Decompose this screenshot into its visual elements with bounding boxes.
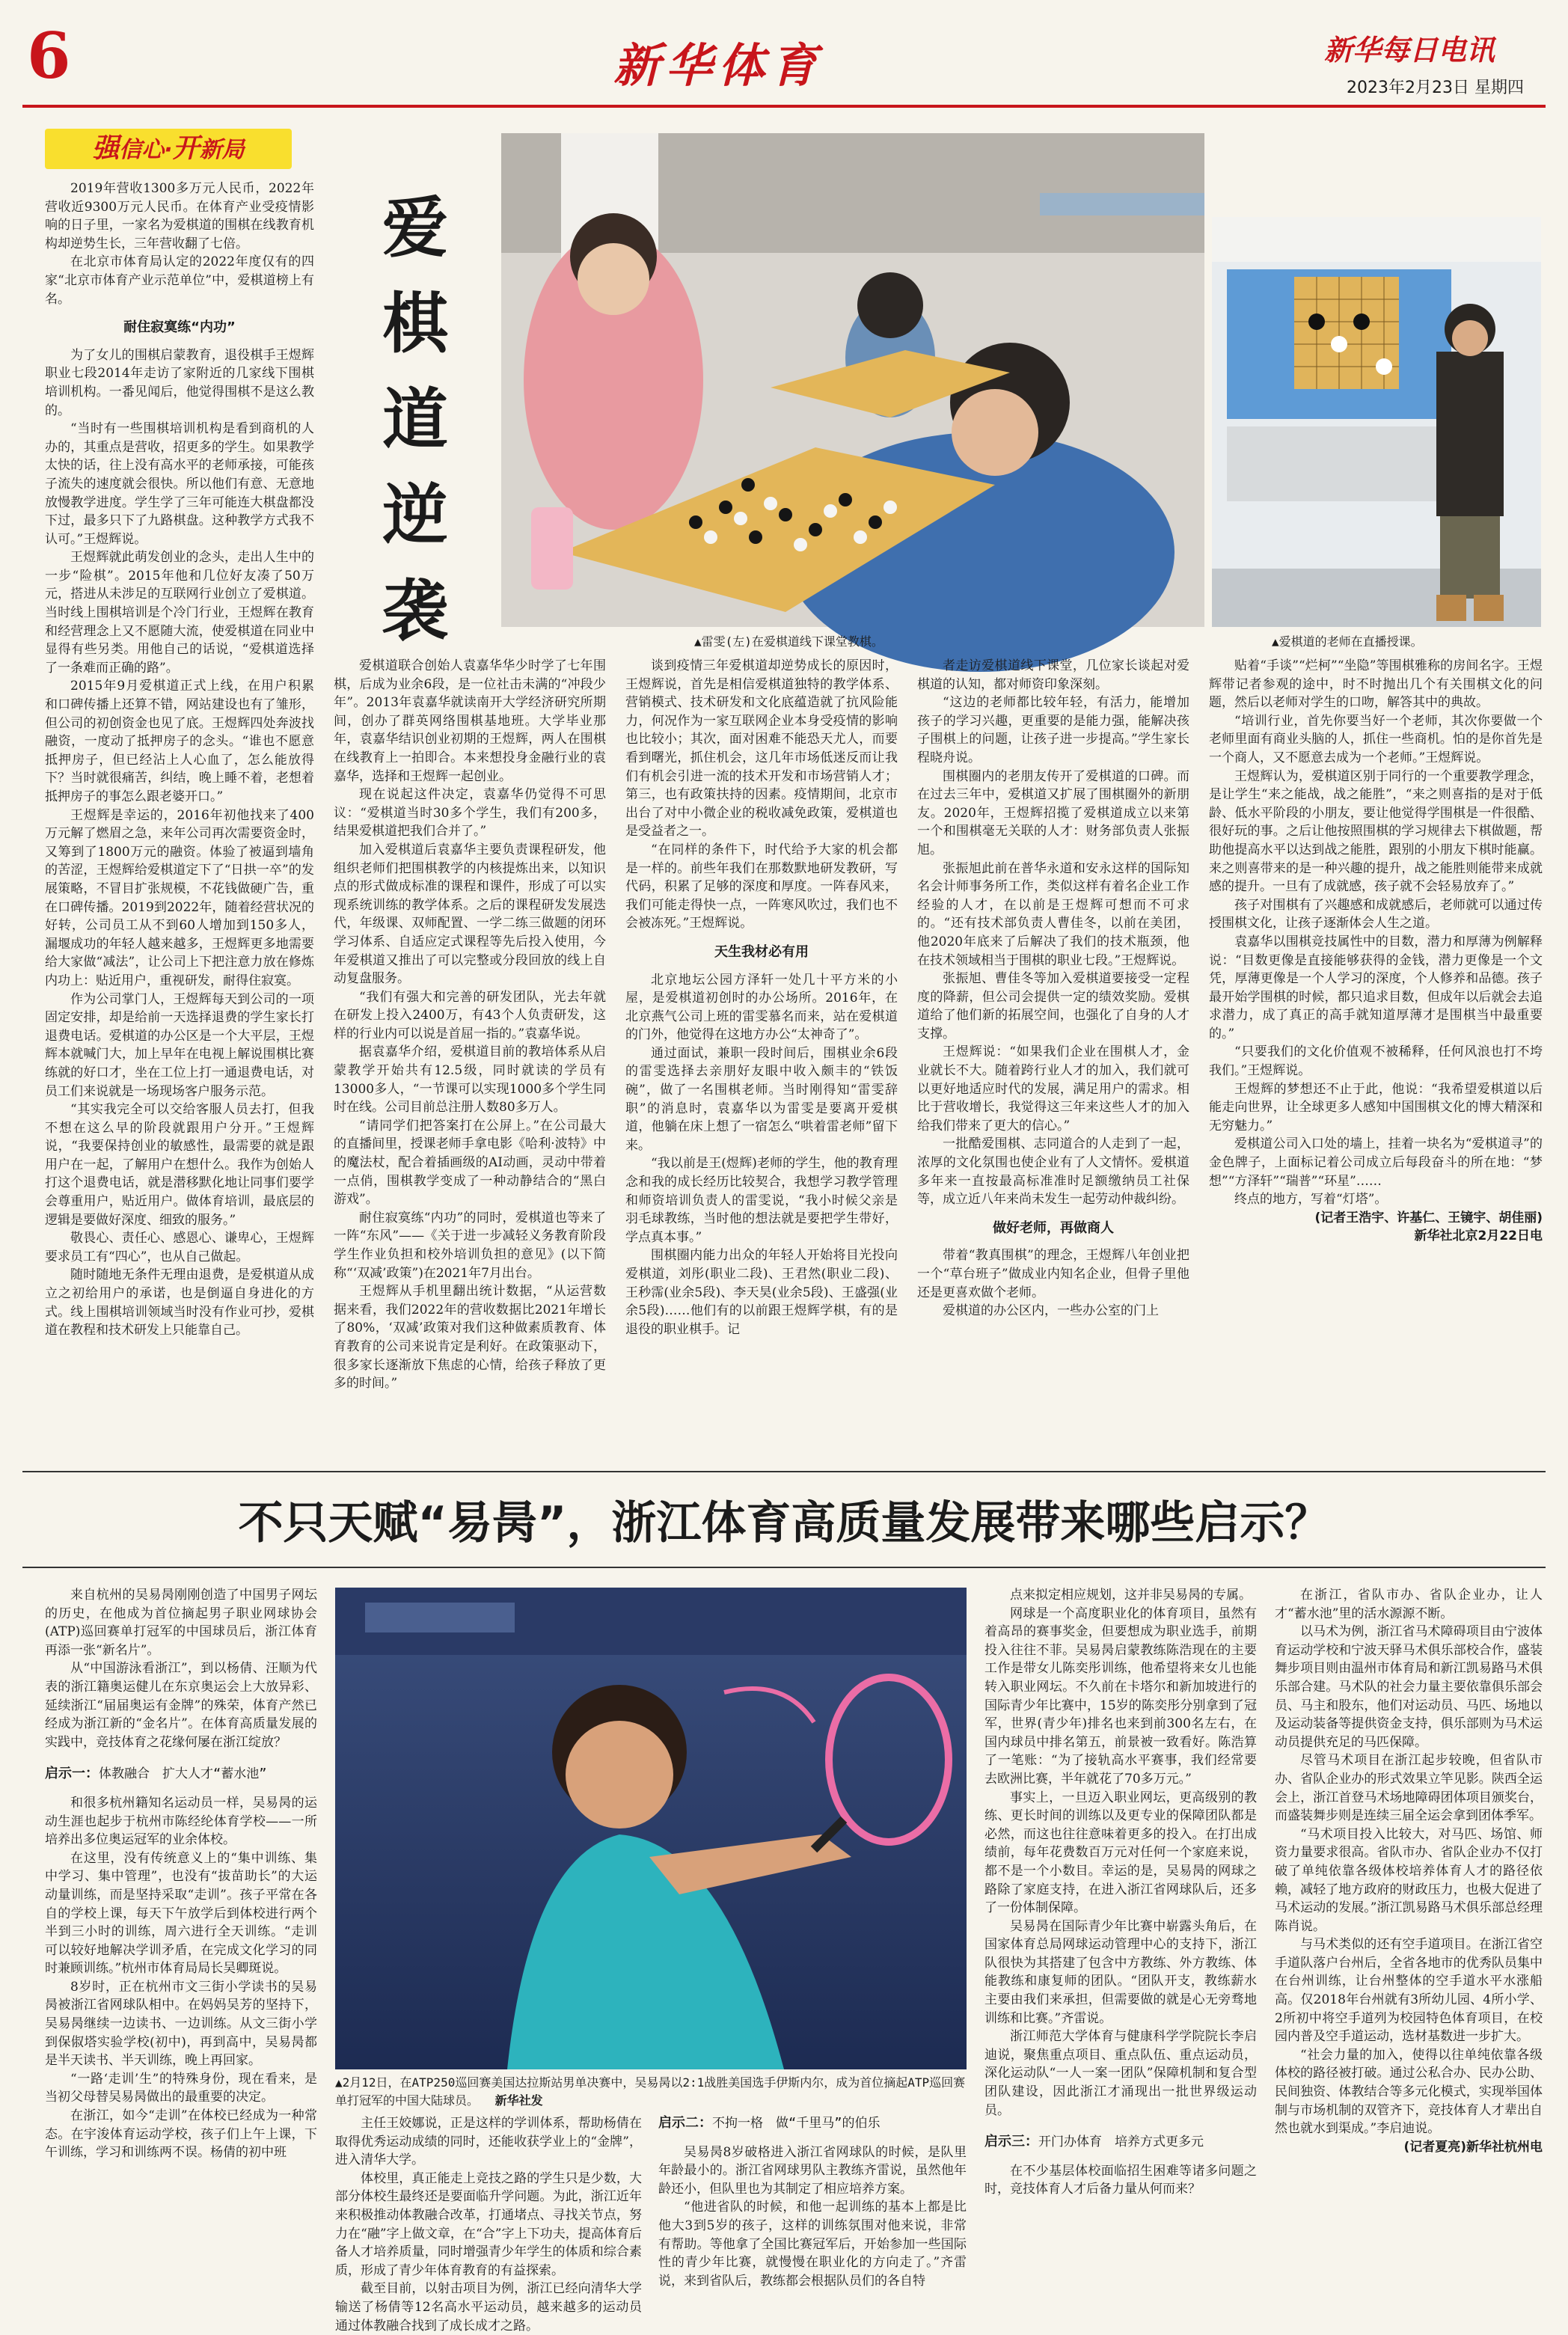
photo-offline-classroom: [501, 133, 1204, 627]
header-rule: [22, 105, 1546, 108]
article1-column-3: [625, 657, 898, 1460]
insight-text: 体教融合 扩大人才“蓄水池”: [99, 1766, 267, 1782]
paragraph: 加入爱棋道后袁嘉华主要负责课程研发，他组织老师们把围棋教学的内核提炼出来，以知识点的形式做成标准的课程和课件，形成了可以实现系统训练的教学体系。之后的课程研发发展迭代，年级课、双师配置、一学二练三做题的闭环学习体系、自适应定式课程等先后投入使用，今年爱棋道又推出了可以完整或分段回放的线上自动复盘服务。: [334, 842, 606, 987]
paragraph: 体校里，真正能走上竞技之路的学生只是少数，大部分体校生最终还是要面临升学问题。为此，浙江近年来积极推动体教融合改革，打通堵点、寻找关节点，努力在“融”字上做文章，在“合”字上下功夫，提高体育后备人才培养质量，同时增强青少年学生的体质和综合素质，形成了青少年体育教育的有益探索。: [335, 2170, 642, 2278]
paragraph: 王煜辉说：“如果我们企业在围棋人才，金业就长不大。随着跨行业人才的加入，我们就可以更好地适应时代的发展，满足用户的需求。相比于营收增长，我觉得这三年来这些人才的加入给我们带来了更大的信心。”: [917, 1044, 1189, 1133]
paragraph: 袁嘉华以围棋竞技属性中的目数，潜力和厚薄为例解释说：“目数更像是直接能够获得的金钱，潜力更像是一个文凭，厚薄更像是一个人学习的深度，个人修养和品德。孩子最开始学围棋的时候，都只追求目数，但成年以后就会去追求潜力，成了真正的高手就知道厚薄才是围棋当中最重要的。”: [1209, 934, 1543, 1041]
paragraph: 从“中国游泳看浙江”，到以杨倩、汪顺为代表的浙江籍奥运健儿在东京奥运会上大放异彩、延续浙江“届届奥运有金牌”的殊荣，体育产然已经成为浙江新的“金名片”。在体育高质量发展的实践中，竞技体育之花缘何屡在浙江绽放？: [45, 1661, 317, 1750]
paragraph: “在同样的条件下，时代给予大家的机会都是一样的。前些年我们在那数默地研发教研，写代码，积累了足够的深度和厚度。一阵春风来，我们可能走得快一点，一阵寒风吹过，我们也不会被冻死。”王煜辉说。: [625, 842, 898, 931]
paragraph: 谈到疫情三年爱棋道却逆势成长的原因时，王煜辉说，首先是相信爱棋道独特的教学体系、营销模式、技术研发和文化底蕴造就了抗风险能力，何况作为一家互联网企业本身受疫情的影响也比较小；其次，面对困难不能恐天尤人，而要看到曙光，抓住机会，这几年市场低迷反而让我们有机会引进一流的技术开发和市场营销人才；第三，也有政策扶持的因素。疫情期间，北京市出台了对中小微企业的税收减免政策，爱棋道也是受益者之一。: [625, 658, 898, 839]
tag-text-1: 信心·: [119, 137, 173, 163]
paragraph: 2019年营收1300多万元人民币，2022年营收近9300万元人民币。在体育产业受疫情影响的日子里，一家名为爱棋道的围棋在线教育机构却逆势生长，三年营收翻了七倍。: [45, 181, 314, 251]
paragraph: 以马术为例，浙江省马术障碍项目由宁波体育运动学校和宁波天驿马术俱乐部校合作，盛装舞步项目则由温州市体育局和新江凯易路马术俱乐部合建。马术队的社会力量主要依靠俱乐部会员、马主和股东，他们对运动员、马匹、场地以及运动装备等提供资金支持，俱乐部则为马术运动员提供充足的马匹保障。: [1275, 1624, 1543, 1750]
paragraph: 张振旭、曹佳冬等加入爱棋道要接受一定程度的降薪，但公司会提供一定的绩效奖励。爱棋道给了他们新的拓展空间，也强化了自身的人才支撑。: [917, 971, 1189, 1041]
paragraph: 王煜辉是幸运的，2016年初他找来了400万元解了燃眉之急，来年公司再次需要资金时，又筹到了1800万元的融资。体验了被逼到墙角的苦涩，王煜辉给爱棋道定下了“日拱一卒”的发展策略，不冒目扩张规模，不花钱做硬广告，重在口碑传播。2019到2022年，随着经营状况的好转，公司员工从不到60人增加到150多人，漏堰成功的年轻人越来越多，王煜辉更多地需要给大家做“减法”，让公司上下把注意力放在修炼内功上：贴近用户，重视研发，耐得住寂寞。: [45, 807, 314, 988]
paragraph: 敬畏心、责任心、感恩心、谦卑心，王煜辉要求员工有“四心”，也从自己做起。: [45, 1231, 314, 1264]
paragraph: “其实我完全可以交给客服人员去打，但我不想在这么早的阶段就跟用户分开。”王煜辉说，“我要保持创业的敏感性，最需要的就是跟用户在一起，了解用户在想什么。我作为创始人打这个退费电话，就是潜移默化地让同事们要学会尊重用户，贴近用户。做体育培训，最底层的逻辑是要做好深度、细致的服务。”: [45, 1102, 314, 1228]
photo-tennis-player: [335, 1588, 967, 2069]
title-char: 爱: [382, 189, 448, 266]
article2-column-2: [335, 2114, 642, 2334]
photo2-caption: ▲爱棋道的老师在直播授课。: [1272, 634, 1423, 649]
paragraph: 在不少基层体校面临招生困难等诸多问题之时，竞技体育人才后备力量从何而来？: [984, 2163, 1257, 2197]
paragraph: 2015年9月爱棋道正式上线，在用户积累和口碑传播上还算不错，网站建设也有了雏形，但公司的初创资金也见了底。王煜辉四处奔波找融资，一度动了抵押房子的念头。“谁也不愿意抵押房子，但已经沾上人心血了，怎么能放得下？当时就很痛苦，纠结，晚上睡不着，老想着抵押房子的事怎么跟老婆开口。”: [45, 679, 314, 804]
article2-headline: 不只天赋“易昺”，浙江体育高质量发展带来哪些启示？: [238, 1497, 1330, 1549]
photo-live-lesson: [1212, 217, 1541, 627]
subhead-insight-2: [658, 2114, 967, 2133]
tag-char-1: 强: [92, 133, 120, 164]
article2-column-1: [45, 1586, 317, 2256]
paragraph: 随时随地无条件无理由退费，是爱棋道从成立之初给用户的承诺，也是倒逼自身进化的方式。线上围棋培训领域当时没有作业可抄，爱棋道在教程和技术研发上只能靠自己。: [45, 1267, 314, 1338]
page-number: 6: [27, 19, 71, 93]
photo3-caption: [335, 2074, 967, 2110]
paragraph: “他进省队的时候，和他一起训练的基本上都是比他大3到5岁的孩子，这样的训练氛围对他来说，非常有帮助。等他拿了全国比赛冠军后，开始参加一些国际性的青少年比赛，就慢慢在职业化的方向走了。”齐雷说，来到省队后，教练都会根据队员们的各自特: [658, 2200, 967, 2289]
paragraph: “只要我们的文化价值观不被稀释，任何风浪也打不垮我们。”王煜辉说。: [1209, 1044, 1543, 1079]
tag-text-2: 新局: [199, 137, 245, 163]
paragraph: “这边的老师都比较年轻，有活力，能增加孩子的学习兴趣，更重要的是能力强，能解决孩子围棋上的问题，让孩子进一步提高。”学生家长程晓舟说。: [917, 695, 1189, 765]
paragraph: 尽管马术项目在浙江起步较晚，但省队市办、省队企业办的形式效果立竿见影。陕西全运会上，浙江首登马术场地障碍团体项目颁奖台，而盛装舞步则是连续三届全运会拿到团体季军。: [1275, 1753, 1543, 1824]
insight-label: 启示二：: [658, 2115, 712, 2131]
paragraph: 据袁嘉华介绍，爱棋道目前的教培体系从启蒙教学开始共有12.5级，同时就读的学员有13000多人，“一节课可以实现1000多个学生同时在线。公司目前总注册人数80多万人。: [334, 1044, 606, 1116]
live-lesson-illustration: [1212, 217, 1541, 627]
paragraph: 在浙江，省队市办、省队企业办，让人才“蓄水池”里的活水源源不断。: [1275, 1588, 1543, 1621]
paragraph: 网球是一个高度职业化的体育项目，虽然有着高昂的赛事奖金，但要想成为职业选手，前期投入往往不菲。吴易昺启蒙教练陈浩现在的主要工作是带女儿陈奕彤训练，他希望将来女儿也能转入职业网坛。不久前在卡塔尔和新加坡进行的国际青少年比赛中，15岁的陈奕彤分别拿到了冠军，世界(青少年)排名也来到前300名左右，在国内球员中排名第五，前景被一致看好。陈浩算了一笔账：“为了接轨高水平赛事，我们经常要去欧洲比赛，半年就花了70多万元。”: [984, 1606, 1257, 1787]
column-tag: [45, 129, 292, 169]
paragraph: 事实上，一旦迈入职业网坛，更高级别的教练、更长时间的训练以及更专业的保障团队都是必然，而这也往往意味着更多的投入。在打出成绩前，每年花费数百万元对任何一个家庭来说，都不是一个小数目。幸运的是，吴易昺的网球之路除了家庭支持，在进入浙江省网球队后，还多了一份体制保障。: [984, 1790, 1257, 1916]
paragraph: 张振旭此前在普华永道和安永这样的国际知名会计师事务所工作，类似这样有着名企业工作经验的人才，在以前是王煜辉可想而不可求的。“还有技术部负责人曹佳冬，以前在美团，他2020年底来了后解决了我们的技术瓶颈，他在技术领域相当于围棋的职业七段。”王煜辉说。: [917, 860, 1189, 968]
issue-date: 2023年2月23日 星期四: [1347, 79, 1524, 97]
paragraph: 爱棋道联合创始人袁嘉华华少时学了七年围棋，后成为业余6段，是一位社击未满的“冲段少年”。2013年袁嘉华就读南开大学经济研究所期间，创办了群英网络围棋基地班。大学毕业那年，袁嘉华结识创业初期的王煜辉，两人在围棋在线教育上一拍即合。本来想投身金融行业的袁嘉华，选择和王煜辉一起创业。: [334, 658, 606, 784]
paragraph: 8岁时，正在杭州市文三街小学读书的吴易昺被浙江省网球队相中。在妈妈吴芳的坚持下，吴易昺继续一边读书、一边训练。从文三街小学到保俶塔实验学校(初中)，再到高中，吴易昺都是半天读书、半天训练，晚上再回家。: [45, 1979, 317, 2069]
paragraph: 在浙江，如今“走训”在体校已经成为一种常态。在宇浚体育运动学校，孩子们上午上课，下午训练，学习和训练两不误。杨倩的初中班: [45, 2108, 317, 2161]
classroom-illustration: [501, 133, 1204, 627]
paragraph: 与马术类似的还有空手道项目。在浙江省空手道队落户台州后，全省各地市的优秀队员集中在台州训练，让台州整体的空手道水平水涨船高。仅2018年台州就有3所幼儿园、4所小学、2所初中将空手道列为校园特色体育项目，在校园内普及空手道运动，选材基数进一步扩大。: [1275, 1937, 1543, 2045]
paragraph: 为了女儿的围棋启蒙教育，退役棋手王煜辉职业七段2014年走访了家附近的几家线下围棋培训机构。一番见闻后，他觉得围棋不是这么教的。: [45, 347, 314, 418]
paragraph: 吴易昺在国际青少年比赛中崭露头角后，在国家体育总局网球运动管理中心的支持下，浙江队很快为其搭建了包含中方教练、外方教练、体能教练和康复师的团队。“团队开支，教练薪水主要由我们来承担，但需要做的就是心无旁骛地训练和比赛。”齐雷说。: [984, 1918, 1257, 2026]
paragraph: 北京地坛公园方泽轩一处几十平方米的小屋，是爱棋道初创时的办公场所。2016年，在北京燕气公司上班的雷雯慕名而来，站在爱棋道的门外，他觉得在这地方办公“太神奇了”。: [625, 972, 898, 1043]
paragraph: 带着“教真围棋”的理念，王煜辉八年创业把一个“草台班子”做成业内知名企业，但骨子里他还是更喜欢做个老师。: [917, 1248, 1189, 1300]
paragraph: 现在说起这件决定，袁嘉华仍觉得不可思议：“爱棋道当时30多个学生，我们有200多，结果爱棋道把我们合并了。”: [334, 787, 606, 839]
article1-column-4: [917, 657, 1189, 1460]
article2-column-5: [1275, 1586, 1543, 2256]
photo3-credit: 新华社发: [494, 2093, 543, 2108]
subhead: 耐住寂寞练“内功”: [123, 319, 236, 336]
paragraph: 作为公司掌门人，王煜辉每天到公司的一项固定安排，却是给前一天选择退费的学生家长打退费电话。爱棋道的办公区是一个大平层，王煜辉本就喊门大，加上早年在电视上解说围棋比赛练就的好口才，坐在工位上打一通退费电话，对员工们来说就是一场现场客户服务示范。: [45, 991, 314, 1099]
paragraph: 在这里，没有传统意义上的“集中训练、集中学习、集中管理”，也没有“拔苗助长”的大运动量训练，而是坚持采取“走训”。孩子平常在各自的学校上课，每天下午放学后到体校进行两个半到三小时的训练，周六进行全天训练。“走训可以较好地解决学训矛盾，在完成文化学习的同时兼顾训练。”杭州市体育局局长吴卿斑说。: [45, 1850, 317, 1977]
photo3-caption-text: ▲2月12日，在ATP250巡回赛美国达拉斯站男单决赛中，吴易昺以2:1战胜美国选手伊斯内尔，成为首位摘起ATP巡回赛单打冠军的中国大陆球员。: [335, 2075, 966, 2108]
paragraph: 贴着“手谈”“烂柯”“坐隐”等围棋雅称的房间名字。王煜辉带记者参观的途中，时不时抛出几个有关围棋文化的问题，然后以老师对学生的口吻，解答其中的典故。: [1209, 658, 1543, 711]
paragraph: 通过面试，兼职一段时间后，围棋业余6段的雷雯选择去亲朋好友眼中收入颇丰的“铁饭碗”，做了一名围棋老师。当时刚得知“雷雯辞职”的消息时，袁嘉华以为雷雯是要离开爱棋道，他躺在床上想了一宿怎么“哄着雷老师”留下来。: [625, 1045, 898, 1153]
article2-column-4: [984, 1586, 1257, 2256]
paragraph: “我们有强大和完善的研发团队，光去年就在研发上投入2400万，有43个人负责研发，这样的行业内可以说是首屈一指的。”袁嘉华说。: [334, 989, 606, 1041]
paragraph: 来自杭州的吴易昺刚刚创造了中国男子网坛的历史，在他成为首位摘起男子职业网球协会(ATP)巡回赛单打冠军的中国球员后，浙江体育再添一张“新名片”。: [45, 1588, 317, 1658]
paragraph: 一批酷爱围棋、志同道合的人走到了一起，浓厚的文化氛围也使企业有了人文情怀。爱棋道多年来一直按最高标准准时足额缴纳员工社保等，成立近八年来尚未发生一起劳动仲裁纠纷。: [917, 1136, 1189, 1208]
paragraph: “培训行业，首先你要当好一个老师，其次你要做一个老师里面有商业头脑的人，抓住一些商机。怕的是你首先是一个商人，又不愿意去成为一个老师。”王煜辉说。: [1209, 713, 1543, 765]
insight-label: 启示三：: [984, 2134, 1038, 2150]
tag-char-2: 开: [172, 133, 200, 164]
paragraph: 爱棋道的办公区内，一些办公室的门上: [943, 1303, 1159, 1319]
byline: (记者王浩宇、许基仁、王镜宇、胡佳丽): [1314, 1210, 1543, 1225]
headline-rule: [22, 1567, 1546, 1568]
subhead-insight-3: [984, 2133, 1257, 2152]
title-char: 道: [382, 380, 448, 458]
dateline: 新华社北京2月22日电: [1414, 1228, 1543, 1244]
paragraph: 王煜辉就此萌发创业的念头，走出人生中的一步“险棋”。2015年他和几位好友凑了50万元，搭进从未涉足的互联网行业创立了爱棋道。当时线上围棋培训是个冷门行业，王煜辉在教育和经营理念上又不愿随大流，使爱棋道在同业中显得有些另类。用他自己的话说，“爱棋道选择了一条难而正确的路”。: [45, 550, 314, 676]
masthead-brand: 新华每日电讯: [1324, 33, 1495, 67]
article1-title: [374, 180, 456, 658]
subhead-insight-1: [45, 1765, 317, 1784]
article1-column-5: [1209, 657, 1543, 1460]
insight-label: 启示一：: [45, 1766, 99, 1782]
title-char: 逆: [382, 476, 448, 554]
paragraph: “社会力量的加入，使得以往单纯依靠各级体校的路径被打破。通过公私合办、民办公助、民间独资、体教结合等多元化模式，实现举国体制与市场机制的双管齐下，竞技体育人才辈出自然也就水到渠成。”李启迪说。: [1275, 2047, 1543, 2137]
paragraph: 爱棋道公司入口处的墙上，挂着一块名为“爱棋道寻”的金色牌子，上面标记着公司成立后每段奋斗的所在地：“梦想”“方泽轩”“瑞普”“环星”……: [1209, 1136, 1543, 1189]
paragraph: 王煜辉从手机里翻出统计数据，“从运营数据来看，我们2022年的营收数据比2021年增长了80%，‘双减’政策对我们这种做素质教育、体育教育的公司来说肯定是利好。在政策驱动下，很多家长逐渐放下焦虑的心情，给孩子释放了更多的时间。”: [334, 1284, 606, 1392]
paragraph: 王煜辉的梦想还不止于此，他说：“我希望爱棋道以后能走向世界，让全球更多人感知中国围棋文化的博大精深和无穷魅力。”: [1209, 1081, 1543, 1133]
paragraph: 点来拟定相应规划，这并非吴易昺的专属。: [1010, 1588, 1252, 1603]
paragraph: “马术项目投入比较大，对马匹、场馆、师资力量要求很高。省队市办、省队企业办不仅打破了单纯依靠各级体校培养体育人才的路径依赖，减轻了地方政府的财政压力，也极大促进了马术运动的发展。”浙江凯易路马术俱乐部总经理陈肖说。: [1275, 1826, 1543, 1934]
paragraph: 耐住寂寞练“内功”的同时，爱棋道也等来了一阵“东风”——《关于进一步减轻义务教育阶段学生作业负担和校外培训负担的意见》(以下简称“‘双减’政策”)在2021年7月出台。: [334, 1210, 606, 1281]
paragraph: 截至目前，以射击项目为例，浙江已经向清华大学输送了杨倩等12名高水平运动员，越来越多的运动员通过体教融合找到了成长成才之路。: [335, 2281, 642, 2334]
paragraph: 主任王姣娜说，正是这样的学训体系，帮助杨倩在取得优秀运动成绩的同时，还能收获学业上的“金牌”，进入清华大学。: [335, 2116, 642, 2168]
title-char: 袭: [382, 572, 448, 649]
photo1-caption: ▲雷雯(左)在爱棋道线下课堂教棋。: [694, 634, 883, 649]
tennis-illustration: [335, 1588, 967, 2069]
paragraph: “请同学们把答案打在公屏上。”在公司最大的直播间里，授课老师手拿电影《哈利·波特》中的魔法杖，配合着插画级的AI动画，灵动中带着一点俏，围棋教学变成了一种动静结合的“黑白游戏”。: [334, 1118, 606, 1208]
article1-column-2: [334, 657, 606, 1460]
article2-column-3: [658, 2114, 967, 2289]
section-title: 新华体育: [613, 38, 824, 93]
paragraph: 孩子对围棋有了兴趣感和成就感后，老师就可以通过传授围棋文化，让孩子逐渐体会人生之道。: [1209, 897, 1543, 931]
insight-text: 开门办体育 培养方式更多元: [1038, 2134, 1204, 2150]
article-divider: [22, 1471, 1546, 1472]
paragraph: 王煜辉认为，爱棋道区别于同行的一个重要教学理念，是让学生“来之能战，战之能胜”，“来之则喜指的是对于低龄、低水平阶段的小朋友，要让他觉得学围棋是一件很酷、很好玩的事。之后让他按照围棋的学习规律去下棋做题，帮助他提高水平以达到战之能胜，跟别的小朋友下棋时能赢。来之则喜带来的是一种兴趣的提升，战之能胜则能带来成就感的提升。一旦有了成就感，孩子就不会轻易放弃了。”: [1209, 768, 1543, 895]
insight-text: 不拘一格 做“千里马”的伯乐: [712, 2116, 881, 2131]
subhead: 天生我材必有用: [714, 943, 809, 960]
paragraph: 浙江师范大学体育与健康科学学院院长李启迪说，聚焦重点项目、重点队伍、重点运动员，深化运动队“一人一案一团队”保障机制和复合型团队建设，因此浙江才涌现出一批世界级运动员。: [984, 2029, 1257, 2118]
paragraph: 围棋圈内能力出众的年轻人开始将目光投向爱棋道，刘彤(职业二段)、王君然(职业二段)、王秒霈(业余5段)、李天昊(业余5段)、王盛强(业余5段)……他们有的以前跟王煜辉学棋，有的是退役的职业棋手。记: [625, 1248, 898, 1337]
paragraph: “一路‘走训’生”的特殊身份，现在看来，是当初父母替吴易昺做出的最重要的决定。: [45, 2071, 317, 2105]
paragraph: 和很多杭州籍知名运动员一样，吴易昺的运动生涯也起步于杭州市陈经纶体育学校——一所培养出多位奥运冠军的业余体校。: [45, 1795, 317, 1848]
article1-column-1: [45, 180, 314, 1460]
paragraph: 吴易昺8岁破格进入浙江省网球队的时候，是队里年龄最小的。浙江省网球男队主教练齐雷说，虽然他年龄还小，但队里也为其制定了相应培养方案。: [658, 2144, 967, 2197]
paragraph: 在北京市体育局认定的2022年度仅有的四家“北京市体育产业示范单位”中，爱棋道榜上有名。: [45, 254, 314, 307]
article2-byline: (记者夏亮)新华社杭州电: [1403, 2139, 1543, 2155]
paragraph: 者走访爱棋道线下课堂，几位家长谈起对爱棋道的认知，都对师资印象深刻。: [917, 658, 1189, 692]
paragraph: 围棋圈内的老朋友传开了爱棋道的口碑。而在过去三年中，爱棋道又扩展了围棋圈外的新朋友。2020年，王煜辉招揽了爱棋道成立以来第一个和围棋毫无关联的人才：财务部负责人张振旭。: [917, 768, 1189, 857]
paragraph: 终点的地方，写着“灯塔”。: [1234, 1192, 1388, 1208]
title-char: 棋: [382, 284, 448, 362]
subhead: 做好老师，再做商人: [993, 1219, 1114, 1236]
paragraph: “我以前是王(煜辉)老师的学生，他的教育理念和我的成长经历比较契合，我想学习教学管理和师资培训负责人的雷雯说，“我小时候父亲是羽毛球教练，当时他的想法就是要把学生带好，学点真本事。”: [625, 1156, 898, 1245]
paragraph: “当时有一些围棋培训机构是看到商机的人办的，其重点是营收，招更多的学生。如果教学太快的话，往上没有高水平的老师承接，可能孩子流失的速度就会很快。所以他们有意、无意地放慢教学进度。学生学了三年可能连大棋盘都没下过，最多只下了九路棋盘。这种教学方式我不认可。”王煜辉说。: [45, 421, 314, 547]
